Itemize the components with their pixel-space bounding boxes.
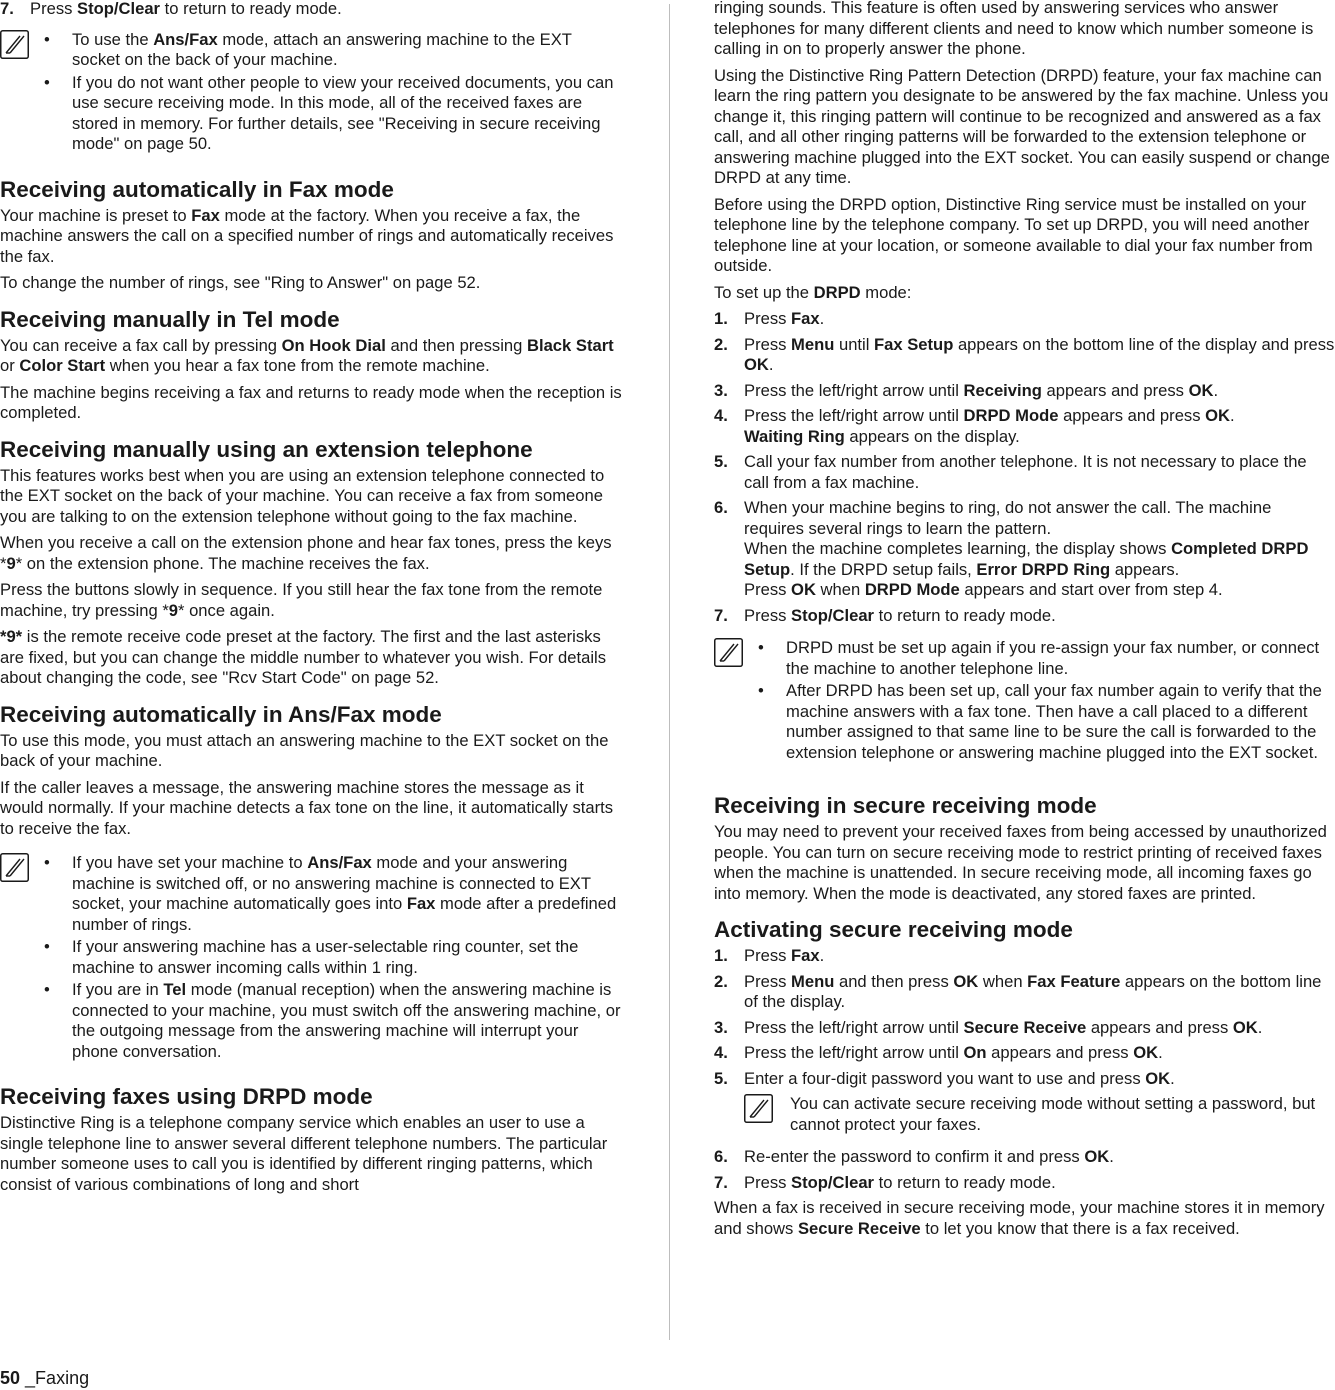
drpd-step-3: 3. Press the left/right arrow until Receiving appears and press OK. <box>714 380 1219 400</box>
paragraph: Using the Distinctive Ring Pattern Detection (DRPD) feature, your fax machine can learn the ring pattern you designate to be answered by the fax machine. Unless you change it, this ringing pattern will continue to be recognized and answered as a fax call, and all other ringing patterns will be forwarded to the extension telephone or answering machine plugged into the EXT socket. You can easily suspend or change DRPD at any time. <box>714 65 1330 187</box>
secure-step-5: 5. Enter a four-digit password you want to use and press OK. <box>714 1068 1175 1088</box>
note-drpd <box>714 638 1335 763</box>
left-column <box>0 0 622 1201</box>
note-item: • If you do not want other people to view your received documents, you can use secure receiving mode. In this mode, all of the received faxes are stored in memory. For further details, see "Receiving in secure receiving mode" on page 50. <box>42 73 622 155</box>
paragraph: This features works best when you are using an extension telephone connected to the EXT socket on the back of your machine. You can receive a fax from someone you are talking to on the extension telephone without going to the fax machine. <box>0 465 605 526</box>
paragraph: You may need to prevent your received faxes from being accessed by unauthorized people. You can turn on secure receiving mode to restrict printing of received faxes when the machine is unattended. In secure receiving mode, all incoming faxes go into memory. When the mode is deactivated, any stored faxes are printed. <box>714 822 1327 903</box>
note-pencil-icon <box>744 1094 773 1123</box>
secure-step-4: 4. Press the left/right arrow until On appears and press OK. <box>714 1043 1163 1062</box>
drpd-step-6: 6. When your machine begins to ring, do not answer the call. The machine requires several rings to learn the pattern. When the machine completes learning, the display shows Completed DRPD Setup. If the DRPD setup fails, Error DRPD Ring appears. Press OK when DRPD Mode appears and start over from step 4. <box>714 498 1309 599</box>
note-password <box>744 1094 1335 1135</box>
note-text: You can activate secure receiving mode without setting a password, but cannot protect your faxes. <box>790 1094 1316 1134</box>
heading-ans-fax-mode: Receiving automatically in Ans/Fax mode <box>0 701 442 727</box>
column-divider <box>669 4 670 1340</box>
drpd-step-4: 4. Press the left/right arrow until DRPD Mode appears and press OK. Waiting Ring appears on the display. <box>714 406 1235 446</box>
right-column <box>714 0 1335 1245</box>
paragraph: Press the buttons slowly in sequence. If you still hear the fax tone from the remote machine, try pressing *9* once again. <box>0 580 603 620</box>
page-footer <box>0 1367 89 1389</box>
note-pencil-icon <box>0 853 29 882</box>
step-7-top: 7. Press Stop/Clear to return to ready mode. <box>0 0 342 18</box>
heading-extension-telephone: Receiving manually using an extension telephone <box>0 436 533 462</box>
secure-step-1: 1. Press Fax. <box>714 946 825 965</box>
heading-activating-secure: Activating secure receiving mode <box>714 917 1073 942</box>
paragraph: You can receive a fax call by pressing On Hook Dial and then pressing Black Start or Color Start when you hear a fax tone from the remote machine. <box>0 335 614 375</box>
paragraph: Distinctive Ring is a telephone company service which enables an user to use a single telephone line to answer several different telephone numbers. The particular number someone uses to call you is identified by different ringing patterns, which consist of various combinations of long and short <box>0 1113 608 1194</box>
secure-step-2: 2. Press Menu and then press OK when Fax Feature appears on the bottom line of the display. <box>714 971 1322 1011</box>
note-item: • After DRPD has been set up, call your fax number again to verify that the machine answers with a fax tone. Then have a call placed to a different number assigned to that same line to be sure the call is forwarded to the extension telephone or answering machine plugged into the EXT socket. <box>756 681 1335 763</box>
heading-drpd-mode: Receiving faxes using DRPD mode <box>0 1084 373 1109</box>
paragraph: *9* is the remote receive code preset at the factory. The first and the last asterisks are fixed, but you can change the middle number to whatever you wish. For details about changing the code, see "Rcv Start Code" on page 52. <box>0 627 607 687</box>
note-item: • To use the Ans/Fax mode, attach an answering machine to the EXT socket on the back of your machine. <box>42 30 622 71</box>
heading-manual-tel: Receiving manually in Tel mode <box>0 306 340 332</box>
paragraph: ringing sounds. This feature is often used by answering services who answer telephones for many different clients and need to know which number someone is calling in on to properly answer the phone. <box>714 0 1314 58</box>
drpd-step-5: 5. Call your fax number from another telephone. It is not necessary to place the call from a fax machine. <box>714 452 1307 492</box>
heading-secure-receiving: Receiving in secure receiving mode <box>714 793 1097 818</box>
note-pencil-icon <box>0 30 29 59</box>
heading-auto-fax: Receiving automatically in Fax mode <box>0 176 394 202</box>
paragraph: When you receive a call on the extension phone and hear fax tones, press the keys *9* on the extension phone. The machine receives the fax. <box>0 533 612 573</box>
paragraph: To change the number of rings, see "Ring to Answer" on page 52. <box>0 273 481 292</box>
paragraph: The machine begins receiving a fax and returns to ready mode when the reception is completed. <box>0 382 622 422</box>
note-item: • DRPD must be set up again if you re-assign your fax number, or connect the machine to another telephone line. <box>756 638 1335 679</box>
drpd-step-7: 7. Press Stop/Clear to return to ready mode. <box>714 605 1056 625</box>
paragraph: To set up the DRPD mode: <box>714 282 912 302</box>
section-name: _Faxing <box>25 1368 90 1388</box>
paragraph: Before using the DRPD option, Distinctive Ring service must be installed on your telephone line by the telephone company. To set up DRPD, you will need another telephone line at your location, or someone available to dial your fax number from outside. <box>714 194 1313 275</box>
secure-step-7: 7. Press Stop/Clear to return to ready mode. <box>714 1172 1056 1192</box>
paragraph: When a fax is received in secure receiving mode, your machine stores it in memory and shows Secure Receive to let you know that there is a fax received. <box>714 1198 1325 1238</box>
note-ans-fax-mode <box>0 853 622 1062</box>
note-item: • If you have set your machine to Ans/Fax mode and your answering machine is switched off, or no answering machine is connected to EXT socket, your machine automatically goes into Fax mode after a predefined number of rings. <box>42 853 622 935</box>
paragraph: Your machine is preset to Fax mode at the factory. When you receive a fax, the machine answers the call on a specified number of rings and automatically receives the fax. <box>0 205 614 266</box>
note-item: • If your answering machine has a user-selectable ring counter, set the machine to answer incoming calls within 1 ring. <box>42 937 622 978</box>
paragraph: If the caller leaves a message, the answering machine stores the message as it would normally. If your machine detects a fax tone on the line, it automatically starts to receive the fax. <box>0 777 614 838</box>
page-number: 50 <box>0 1368 21 1388</box>
drpd-step-1: 1. Press Fax. <box>714 309 825 328</box>
paragraph: To use this mode, you must attach an answering machine to the EXT socket on the back of your machine. <box>0 730 609 770</box>
note-item: • If you are in Tel mode (manual reception) when the answering machine is connected to your machine, you must switch off the answering machine, or the outgoing message from the answering machine will interrupt your phone conversation. <box>42 980 622 1062</box>
note-ans-fax <box>0 30 622 155</box>
secure-step-6: 6. Re-enter the password to confirm it and press OK. <box>714 1147 1114 1166</box>
note-pencil-icon <box>714 638 743 667</box>
secure-step-3: 3. Press the left/right arrow until Secure Receive appears and press OK. <box>714 1017 1263 1037</box>
drpd-step-2: 2. Press Menu until Fax Setup appears on the bottom line of the display and press OK. <box>714 334 1335 374</box>
